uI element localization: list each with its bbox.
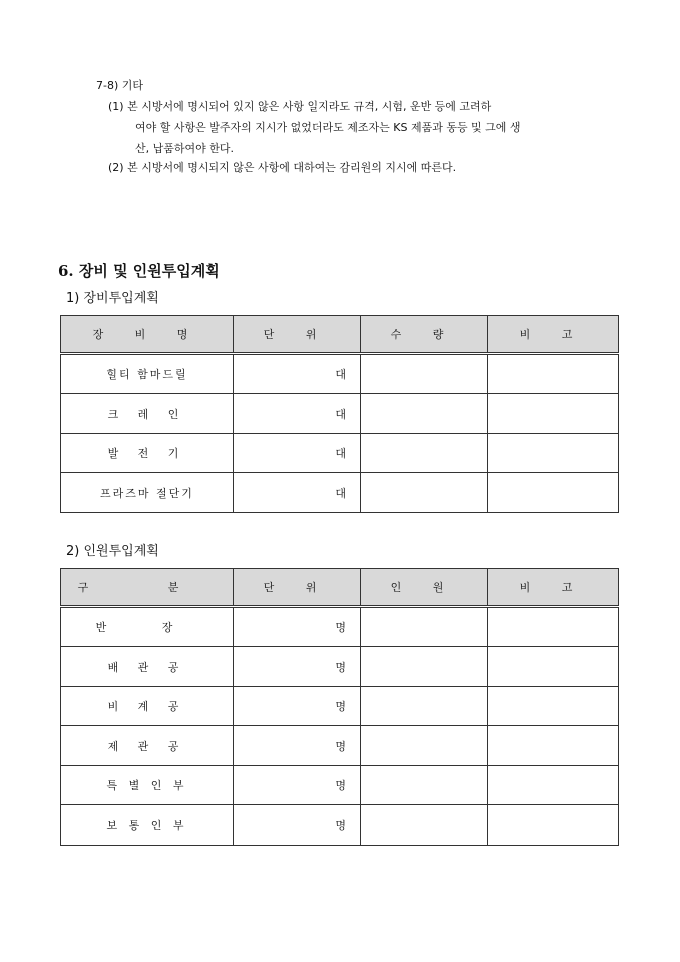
equipment-name-cell: 프라즈마 절단기	[61, 473, 234, 513]
personnel-unit-cell: 명	[234, 726, 361, 766]
equipment-table	[60, 315, 619, 513]
personnel-remarks-cell	[488, 805, 619, 846]
equipment-subtitle: 1) 장비투입계획	[66, 291, 159, 306]
personnel-name-cell: 보 통 인 부	[61, 805, 234, 846]
table-row	[61, 766, 619, 805]
table-row	[61, 805, 619, 846]
personnel-unit-cell: 명	[234, 766, 361, 805]
equipment-unit-cell: 대	[234, 473, 361, 513]
equipment-header-remarks: 비 고	[488, 316, 619, 354]
personnel-header-category: 구 분	[61, 569, 234, 607]
notes-item-2: (2) 본 시방서에 명시되지 않은 사항에 대하여는 감리원의 지시에 따른다.	[108, 161, 457, 174]
personnel-remarks-cell	[488, 726, 619, 766]
personnel-header-unit: 단 위	[234, 569, 361, 607]
table-row	[61, 726, 619, 766]
notes-item-1-line-1: (1) 본 시방서에 명시되어 있지 않은 사항 일지라도 규격, 시험, 운반 등에 고려하	[108, 100, 492, 113]
table-row	[61, 687, 619, 726]
equipment-name-cell: 힐티 함마드릴	[61, 354, 234, 394]
equipment-quantity-cell	[361, 434, 488, 473]
equipment-unit-cell: 대	[234, 354, 361, 394]
personnel-subtitle: 2) 인원투입계획	[66, 544, 159, 559]
personnel-count-cell	[361, 647, 488, 687]
personnel-table	[60, 568, 619, 846]
personnel-remarks-cell	[488, 647, 619, 687]
personnel-remarks-cell	[488, 687, 619, 726]
notes-item-1-line-2: 여야 할 사항은 발주자의 지시가 없었더라도 제조자는 KS 제품과 동등 및 그에 생	[135, 121, 521, 134]
personnel-remarks-cell	[488, 607, 619, 647]
personnel-header-row	[61, 569, 619, 607]
table-row	[61, 434, 619, 473]
equipment-quantity-cell	[361, 354, 488, 394]
personnel-header-remarks: 비 고	[488, 569, 619, 607]
equipment-header-row	[61, 316, 619, 354]
equipment-name-cell: 크 레 인	[61, 394, 234, 434]
equipment-quantity-cell	[361, 394, 488, 434]
equipment-unit-cell: 대	[234, 434, 361, 473]
section-title: 6. 장비 및 인원투입계획	[58, 262, 220, 280]
equipment-remarks-cell	[488, 354, 619, 394]
personnel-unit-cell: 명	[234, 687, 361, 726]
personnel-remarks-cell	[488, 766, 619, 805]
personnel-name-cell: 배 관 공	[61, 647, 234, 687]
personnel-unit-cell: 명	[234, 647, 361, 687]
equipment-remarks-cell	[488, 473, 619, 513]
notes-heading: 7-8) 기타	[96, 79, 144, 92]
personnel-header-count: 인 원	[361, 569, 488, 607]
personnel-count-cell	[361, 607, 488, 647]
personnel-name-cell: 비 계 공	[61, 687, 234, 726]
personnel-count-cell	[361, 726, 488, 766]
equipment-header-unit: 단 위	[234, 316, 361, 354]
equipment-name-cell: 발 전 기	[61, 434, 234, 473]
equipment-quantity-cell	[361, 473, 488, 513]
equipment-unit-cell: 대	[234, 394, 361, 434]
table-row	[61, 354, 619, 394]
table-row	[61, 647, 619, 687]
personnel-unit-cell: 명	[234, 805, 361, 846]
equipment-remarks-cell	[488, 434, 619, 473]
notes-item-1-line-3: 산, 납품하여야 한다.	[135, 142, 234, 155]
table-row	[61, 394, 619, 434]
personnel-count-cell	[361, 687, 488, 726]
equipment-remarks-cell	[488, 394, 619, 434]
personnel-name-cell: 특 별 인 부	[61, 766, 234, 805]
table-row	[61, 607, 619, 647]
personnel-name-cell: 제 관 공	[61, 726, 234, 766]
equipment-header-quantity: 수 량	[361, 316, 488, 354]
table-row	[61, 473, 619, 513]
personnel-name-cell: 반 장	[61, 607, 234, 647]
personnel-count-cell	[361, 805, 488, 846]
personnel-count-cell	[361, 766, 488, 805]
equipment-header-name: 장 비 명	[61, 316, 234, 354]
personnel-unit-cell: 명	[234, 607, 361, 647]
